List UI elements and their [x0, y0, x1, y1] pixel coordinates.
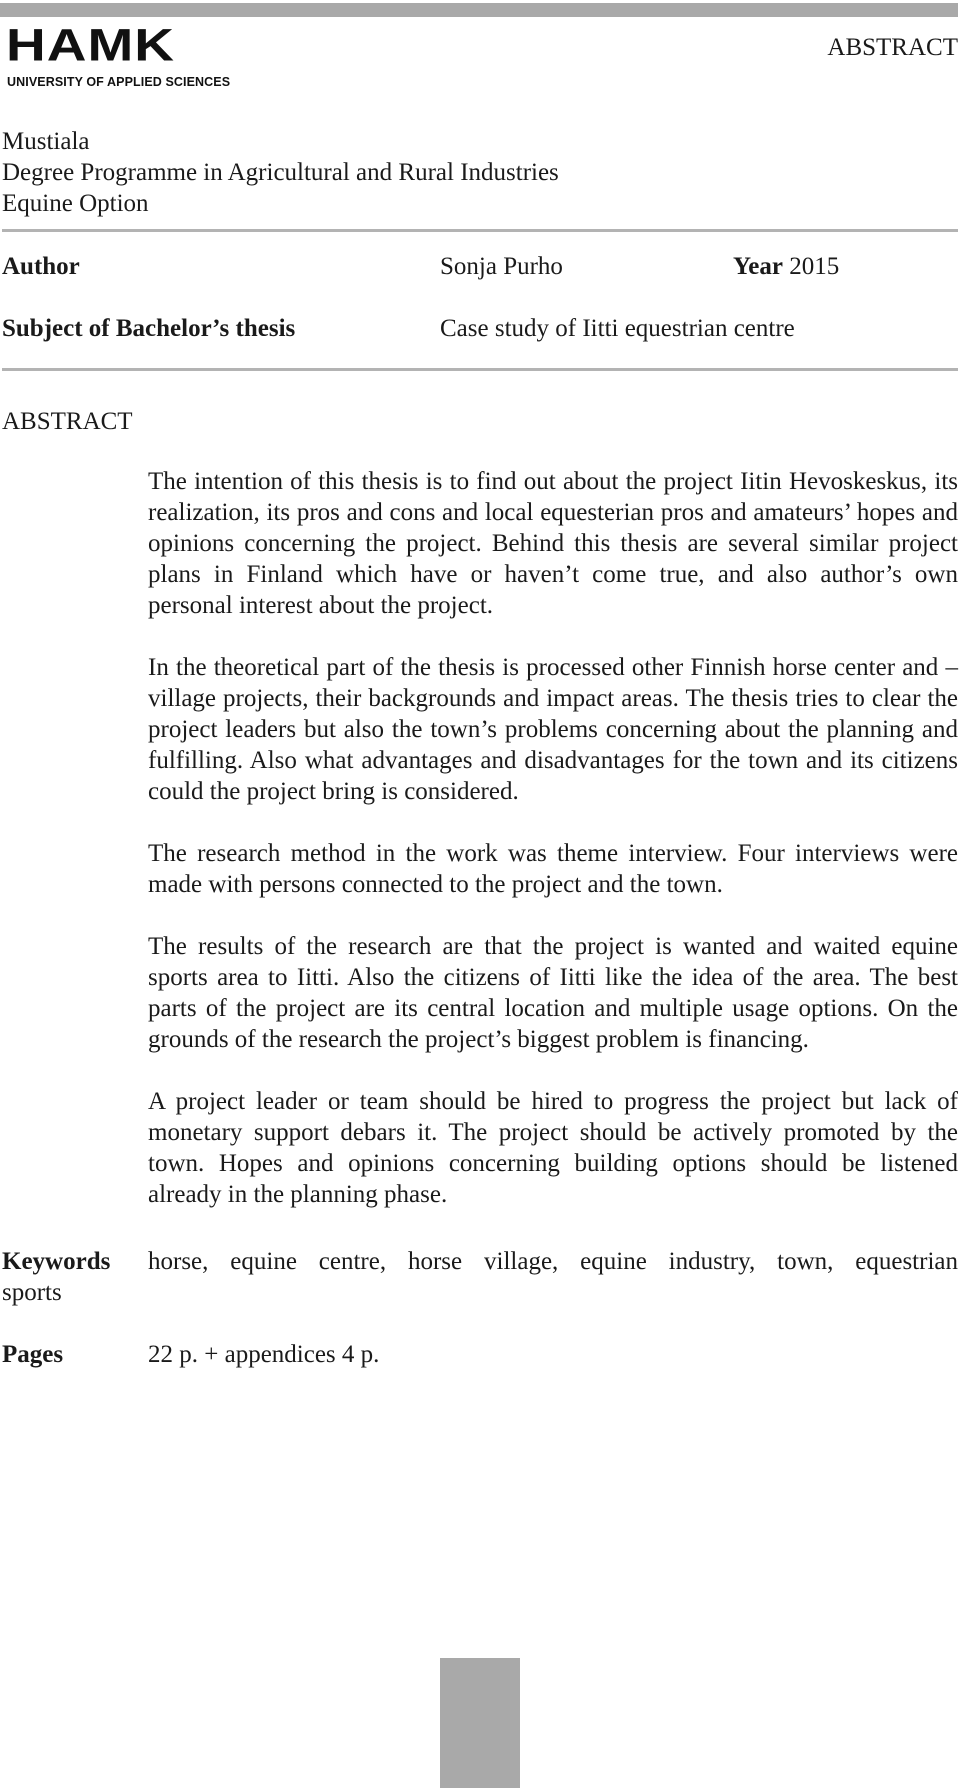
abstract-paragraph: The intention of this thesis is to find out about the project Iitin Hevoskeskus, its realization, its pros and cons and local equesterian pros and amateurs’ hopes and opinions concerning the project. Behind this thesis are several similar project plans in Finland which have or haven’t come true, and also author’s own personal interest about the project. [148, 468, 958, 619]
keywords-row [2, 1246, 958, 1308]
abstract-paragraph: The research method in the work was theme interview. Four interviews were made with persons connected to the project and the town. [148, 840, 958, 898]
doc-type-label: ABSTRACT [827, 34, 958, 61]
author-value: Sonja Purho [440, 253, 563, 280]
abstract-paragraph: In the theoretical part of the thesis is processed other Finnish horse center and –village projects, their backgrounds and impact areas. The thesis tries to clear the project leaders but also the town’s problems concerning about the planning and fulfilling. Also what advantages and disadvantages for the town and its citizens could the project bring is considered. [148, 654, 958, 805]
divider-top [2, 229, 958, 232]
abstract-body [148, 466, 958, 1241]
logo-wordmark: HAMK [6, 19, 175, 71]
programme: Degree Programme in Agricultural and Rural Industries [2, 159, 559, 186]
option: Equine Option [2, 190, 149, 217]
keywords-value: horse, equine centre, horse village, equine industry, town, equestrian [148, 1248, 958, 1275]
abstract-paragraph: The results of the research are that the project is wanted and waited equine sports area to Iitti. Also the citizens of Iitti like the idea of the area. The best parts of the project are its central location and multiple usage options. On the grounds of the research the project’s biggest problem is financing. [148, 933, 958, 1053]
institution-block [2, 126, 559, 219]
abstract-heading: ABSTRACT [2, 408, 133, 435]
pages-value: 22 p. + appendices 4 p. [148, 1341, 380, 1368]
top-bar [0, 3, 958, 17]
subject-value: Case study of Iitti equestrian centre [440, 315, 795, 342]
abstract-paragraph: A project leader or team should be hired to progress the project but lack of monetary support debars it. The project should be actively promoted by the town. Hopes and opinions concerning building options should be listened already in the planning phase. [148, 1088, 958, 1208]
pages-label: Pages [2, 1341, 64, 1368]
hamk-logo [6, 19, 246, 91]
keywords-value-cont: sports [2, 1279, 62, 1306]
campus: Mustiala [2, 128, 90, 155]
keywords-label: Keywords [2, 1248, 111, 1275]
divider-bottom [2, 368, 958, 371]
year-value: 2015 [789, 253, 840, 280]
page-footer-block [440, 1658, 520, 1788]
subject-label: Subject of Bachelor’s thesis [2, 315, 296, 342]
author-label: Author [2, 253, 80, 280]
logo-subtitle: UNIVERSITY OF APPLIED SCIENCES [7, 75, 231, 89]
year-field [733, 252, 839, 282]
year-label: Year [733, 253, 783, 280]
